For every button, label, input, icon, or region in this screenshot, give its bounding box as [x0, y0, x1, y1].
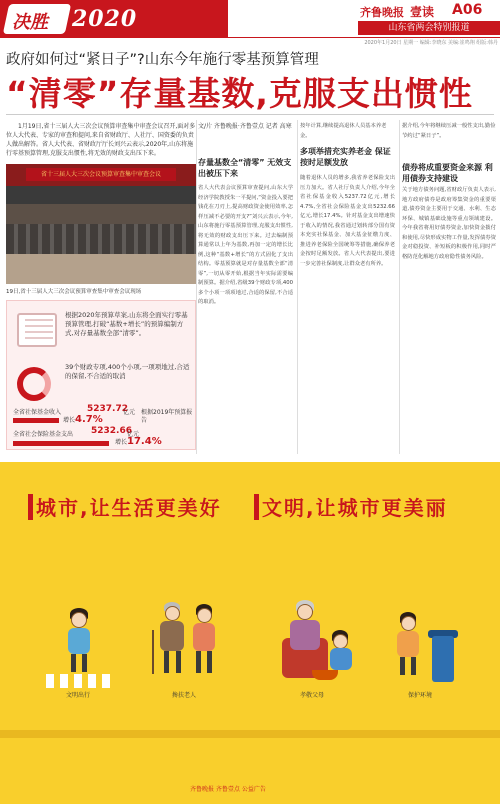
trash-bin-icon: [432, 636, 454, 682]
meeting-photo: [6, 164, 196, 284]
ad-label-civil-travel: 文明出行: [66, 692, 91, 699]
body-column-4: 关于地方债务问题,省财政厅负责人表示,地方政府债券是政府筹集资金的重要渠道,债券资金主要用于交通、水利、生态环保、城镇基础设施等重点领域建设。今年我省将用好债券资金,加快资金拨付和使用,尽快形成实物工作量,发挥债券资金对稳投资、补短板的积极作用,同时严格防范化解地方政府隐性债务风险。: [402, 187, 496, 260]
column-rule-3: [399, 120, 400, 454]
basin-icon: [312, 670, 338, 680]
lead-column: [6, 122, 196, 158]
photo-caption: 19日,省十三届人大三次会议预算审查集中审查会议现场: [6, 289, 142, 295]
header-rule: [0, 37, 500, 38]
cane-icon: [152, 630, 154, 674]
stat-income-growth-value: 4.7%: [75, 414, 103, 425]
body-column-2: 省人大代表会议预算审查提问,山东大学经济学院教授朱一平提问,“资金投入要把钱花在刀刃上,提高财政资金使用效率,怎样压减不必要的开支?”刘兴云表示,今年,山东将施行零基预算管理,克服支出惯性,将无效的财政支出压下来。过去编制预算通常以上年为基数,再加一定的增长比例,这种“基数+增长”的方式固化了支出结构。零基预算就是对存量基数全部“清零”,一切从零开始,根据当年实际需要编制预算。据介绍,省级39个财政专项,400多个小项一项项地过,合适的保留,不合适的取消。: [198, 185, 293, 305]
info-text-budget: 根据2020年预算草案,山东将全面实行零基预算管理,打破“基数+增长”的预算编制方式,对存量基数全部“清零”。: [65, 311, 188, 337]
column-rule-2: [297, 120, 298, 454]
column-rule-1: [196, 120, 197, 454]
page-number: A06: [452, 2, 483, 18]
subhead-zero-base: 存量基数全“清零” 无效支出被压下来: [198, 158, 292, 178]
brand-year: 2020: [72, 6, 138, 32]
document-lines-icon: [25, 319, 53, 341]
public-service-ad: [0, 462, 500, 804]
special-report-bar: 山东省两会特别报道: [358, 21, 500, 35]
issue-meta: 2020年1月20日 星期一 编辑:李晓东 美编:崔鸣翔 组版:韩丹: [364, 40, 498, 46]
photo-banner: 省十三届人大三次会议预算审查集中审查会议: [26, 168, 176, 181]
ad-label-help-elderly: 搀扶老人: [172, 692, 197, 699]
stat-income-unit: 亿元: [123, 409, 136, 416]
stat-expense-growth-label: 增长: [115, 439, 128, 446]
section-name: 壹读: [410, 5, 435, 19]
stat-expense-bar: [13, 441, 109, 446]
masthead: [0, 0, 500, 38]
ad-title-civility: 文明,让城市更美丽: [262, 496, 448, 520]
lead-paragraph: 1月19日,省十三届人大三次会议预算审查集中审查会议召开,面对多位人大代表、专家的审查和提问,来自省财政厅、人社厅、国资委的负责人做出解答。省人大代表、省财政厅厅长刘兴云表示,2020年,山东将施行零基预算管理,克服支出惯性,将无效的财政支出压下来。: [6, 123, 196, 157]
stat-income-growth: [63, 414, 103, 425]
stat-expense-unit: 亿元: [127, 431, 140, 438]
body-column-3-top: 按年计算,继续提高退休人员基本养老金。: [300, 123, 387, 139]
byline-block: [198, 122, 293, 131]
ad-title-city: 城市,让生活更美好: [36, 496, 222, 520]
stat-income-growth-label: 增长: [63, 417, 76, 424]
byline: 文/片 齐鲁晚报·齐鲁壹点 记者 高寒: [198, 123, 292, 130]
main-headline: “清零”存量基数,克服支出惯性: [6, 74, 473, 113]
ad-ground-strip: [0, 730, 500, 738]
crosswalk-icon: [46, 674, 116, 688]
stat-income-bar: [13, 418, 59, 423]
brand-prefix: 决胜: [12, 12, 48, 33]
ad-label-filial-piety: 孝敬父母: [300, 692, 325, 699]
kicker-headline: 政府如何过“紧日子”?山东今年施行零基预算管理: [6, 52, 319, 68]
subhead-bonds: 债券将成重要资金来源 利用债券支持建设: [402, 163, 493, 183]
stat-income-value: 5237.72: [87, 404, 128, 414]
ad-label-environment: 保护环境: [408, 692, 433, 699]
info-text-projects: 39个财政专项,400个小项,一项项地过,合适的保留,不合适的取消: [65, 363, 190, 380]
stat-source-note: 根据2019年预算报告: [141, 409, 193, 424]
subhead-pension: 多项举措充实养老金 保证按时足额发放: [300, 147, 391, 167]
paper-name: 齐鲁晚报: [360, 6, 404, 19]
info-graphic: [6, 300, 196, 450]
photo-audience: [6, 224, 196, 254]
brand-bar: [0, 0, 228, 38]
donut-chart-icon: [17, 367, 51, 401]
ad-title-bar-right: [254, 494, 259, 520]
stat-expense-growth: [115, 436, 162, 447]
headline-rule: [6, 114, 494, 115]
ad-footer: 齐鲁晚报 齐鲁壹点 公益广告: [190, 786, 266, 793]
stat-expense-value: 5232.66: [91, 426, 132, 436]
stat-expense-label: 全省社会保险基金支出: [13, 431, 74, 438]
stat-income-label: 全省社保基金收入: [13, 409, 62, 416]
body-column-3: 随着退休人员的增多,我省养老保险支出压力加大。省人社厅负责人介绍,今年全省社保基金收入5237.72亿元,增长4.7%,全省社会保险基金支出5232.66亿元,增长17.4%。针对基金支出增速快于收入的情况,我省通过划转部分国有资本充实社保基金、加大基金征缴力度、推进养老保险全国统筹等措施,确保养老金按时足额发放。省人大代表提出,要进一步完善社保制度,让群众老有所养。: [300, 175, 395, 267]
ad-title-bar-left: [28, 494, 33, 520]
body-column-4-top: 据介绍,今年将继续压减一般性支出,勤俭节约过“紧日子”。: [402, 123, 496, 139]
stat-expense-growth-value: 17.4%: [127, 436, 162, 447]
